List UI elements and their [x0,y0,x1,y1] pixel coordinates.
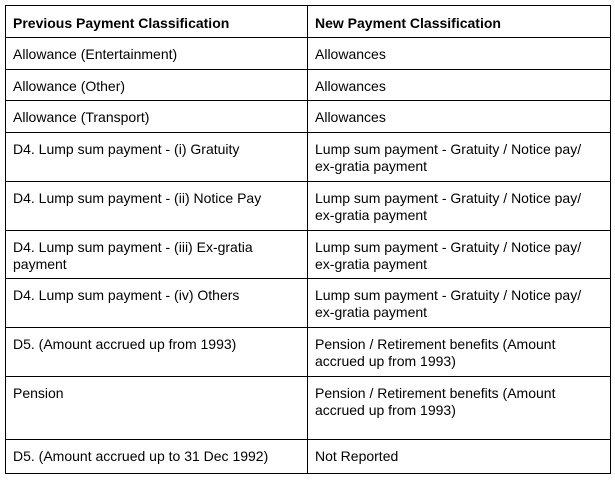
table-row [6,328,611,377]
previous-classification-cell: Allowance (Entertainment) [6,38,308,70]
table-row [6,133,611,182]
new-classification-cell: Lump sum payment - Gratuity / Notice pay/ ex-gratia payment [308,182,611,231]
previous-classification-cell: D5. (Amount accrued up to 31 Dec 1992) [6,440,308,474]
table-row [6,231,611,279]
new-classification-cell: Not Reported [308,440,611,474]
table-row [6,377,611,440]
table-row [6,279,611,328]
previous-classification-cell: D4. Lump sum payment - (iii) Ex-gratia payment [6,231,308,279]
previous-classification-cell: D4. Lump sum payment - (i) Gratuity [6,133,308,182]
previous-classification-cell: Allowance (Other) [6,70,308,101]
table-row [6,182,611,231]
table-row [6,70,611,101]
new-classification-cell: Pension / Retirement benefits (Amount accrued up from 1993) [308,328,611,377]
previous-classification-cell: D5. (Amount accrued up from 1993) [6,328,308,377]
previous-classification-cell: Allowance (Transport) [6,101,308,133]
new-classification-cell: Allowances [308,70,611,101]
previous-classification-cell: Pension [6,377,308,440]
previous-classification-cell: D4. Lump sum payment - (ii) Notice Pay [6,182,308,231]
new-classification-cell: Lump sum payment - Gratuity / Notice pay/ ex-gratia payment [308,231,611,279]
new-classification-cell: Lump sum payment - Gratuity / Notice pay/ ex-gratia payment [308,279,611,328]
new-classification-cell: Allowances [308,101,611,133]
new-classification-cell: Allowances [308,38,611,70]
previous-classification-cell: D4. Lump sum payment - (iv) Others [6,279,308,328]
new-classification-cell: Lump sum payment - Gratuity / Notice pay/ ex-gratia payment [308,133,611,182]
new-classification-cell: Pension / Retirement benefits (Amount accrued up from 1993) [308,377,611,440]
table-row [6,101,611,133]
classification-table [5,5,611,474]
classification-table-container [5,5,610,474]
table-row [6,38,611,70]
table-row [6,440,611,474]
table-header-row [6,6,611,38]
header-new-classification: New Payment Classification [308,6,611,38]
header-previous-classification: Previous Payment Classification [6,6,308,38]
